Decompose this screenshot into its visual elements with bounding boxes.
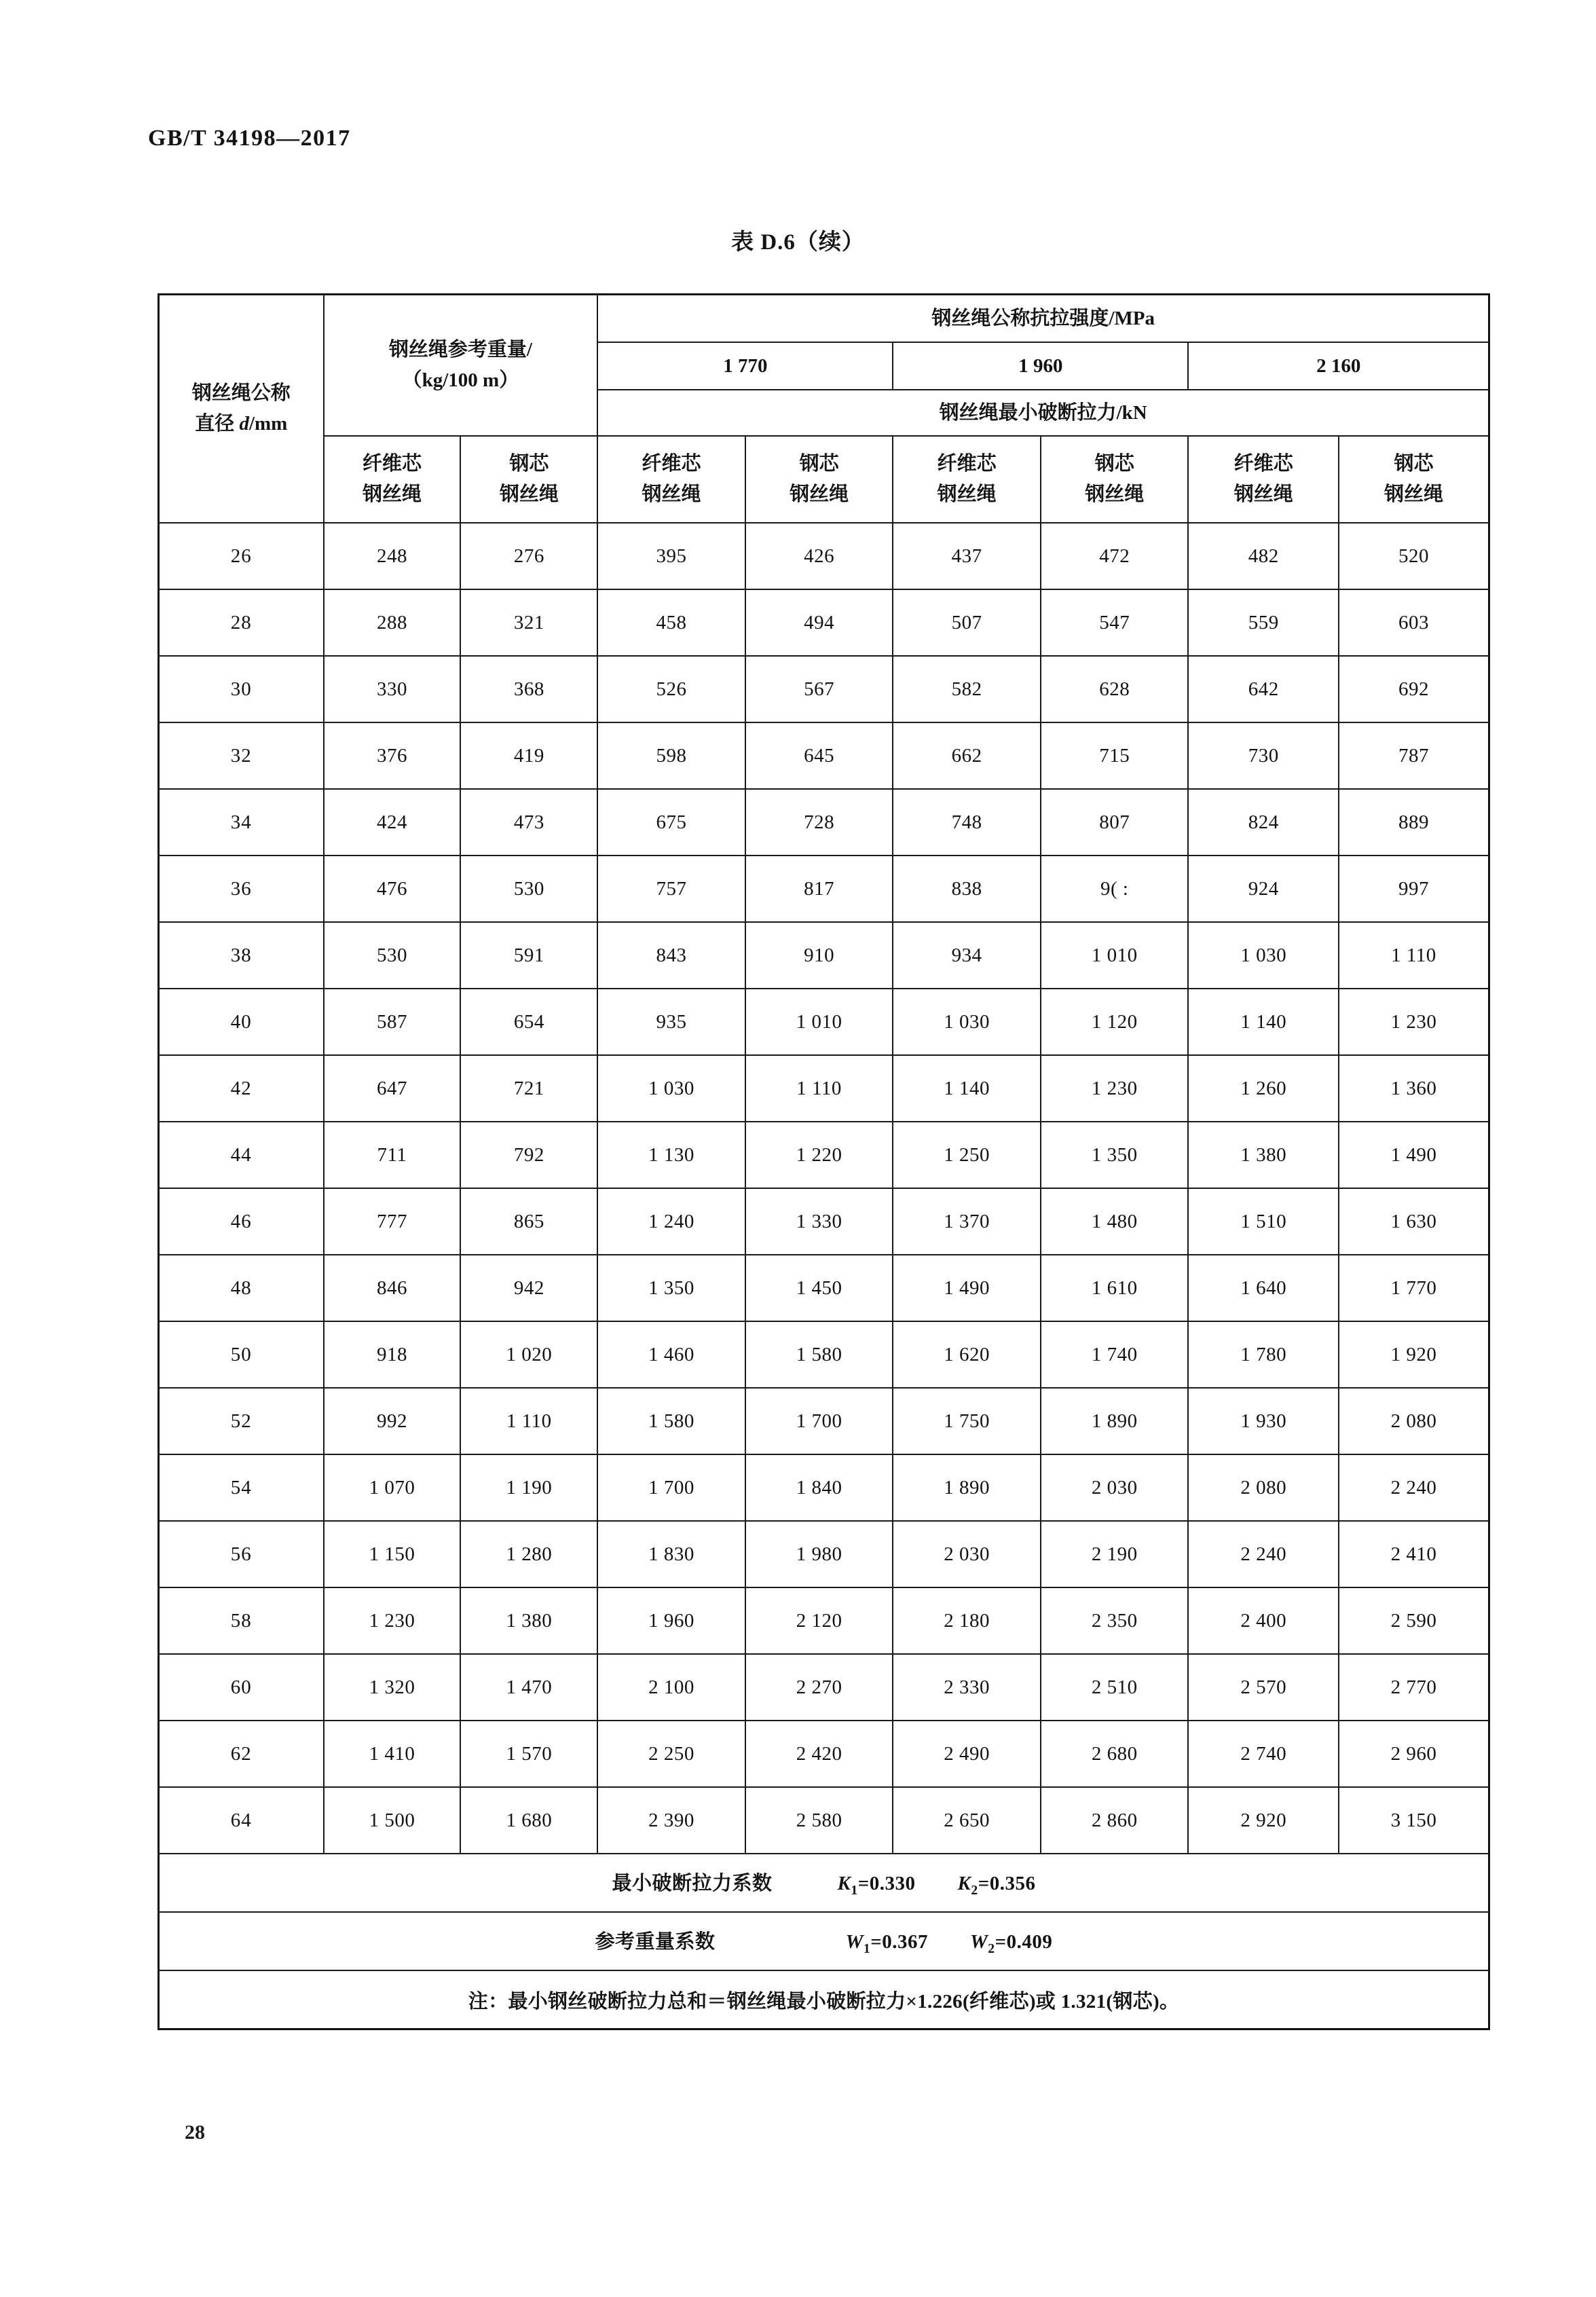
reference-weight-coefficient-cell xyxy=(159,1912,1489,1970)
table-cell: 1 700 xyxy=(745,1388,893,1454)
breaking-coeff-label: 最小破断拉力系数 xyxy=(612,1872,773,1894)
table-cell: 1 350 xyxy=(1041,1122,1189,1188)
table-cell: 424 xyxy=(324,789,461,856)
core-steel-label-2: 钢丝绳 xyxy=(1384,483,1443,505)
table-cell: 526 xyxy=(597,656,745,722)
header-1770-steel-core xyxy=(745,436,893,523)
table-cell: 817 xyxy=(745,856,893,922)
cell-nominal-diameter: 30 xyxy=(159,656,324,722)
table-cell: 1 010 xyxy=(745,989,893,1055)
table-cell: 662 xyxy=(893,722,1041,789)
table-cell: 1 490 xyxy=(1339,1122,1489,1188)
table-cell: 675 xyxy=(597,789,745,856)
table-cell: 1 830 xyxy=(597,1521,745,1587)
table-cell: 2 080 xyxy=(1339,1388,1489,1454)
table-header xyxy=(159,295,1489,523)
table-cell: 473 xyxy=(460,789,597,856)
cell-nominal-diameter: 44 xyxy=(159,1122,324,1188)
cell-nominal-diameter: 52 xyxy=(159,1388,324,1454)
table-cell: 757 xyxy=(597,856,745,922)
table-cell: 2 080 xyxy=(1188,1454,1338,1521)
header-weight-line2: （kg/100 m） xyxy=(402,369,519,391)
header-nominal-diameter xyxy=(159,295,324,523)
core-steel-label-2: 钢丝绳 xyxy=(499,483,559,505)
table-cell: 2 680 xyxy=(1041,1721,1189,1787)
table-footer xyxy=(159,1854,1489,2029)
table-cell: 1 110 xyxy=(1339,922,1489,989)
table-cell: 1 320 xyxy=(324,1654,461,1721)
header-row-4 xyxy=(159,436,1489,523)
table-row xyxy=(159,656,1489,722)
table-row xyxy=(159,1721,1489,1787)
table-cell: 843 xyxy=(597,922,745,989)
table-cell: 419 xyxy=(460,722,597,789)
table-row xyxy=(159,1787,1489,1854)
cell-nominal-diameter: 34 xyxy=(159,789,324,856)
table-cell: 918 xyxy=(324,1321,461,1388)
table-cell: 582 xyxy=(893,656,1041,722)
header-weight-fiber-core xyxy=(324,436,461,523)
table-cell: 1 280 xyxy=(460,1521,597,1587)
table-cell: 1 740 xyxy=(1041,1321,1189,1388)
core-steel-label-2: 钢丝绳 xyxy=(1085,483,1145,505)
cell-nominal-diameter: 48 xyxy=(159,1255,324,1321)
cell-nominal-diameter: 54 xyxy=(159,1454,324,1521)
table-cell: 628 xyxy=(1041,656,1189,722)
table-cell: 1 750 xyxy=(893,1388,1041,1454)
core-steel-label-1: 钢芯 xyxy=(1394,453,1434,475)
table-cell: 1 030 xyxy=(893,989,1041,1055)
table-cell: 792 xyxy=(460,1122,597,1188)
table-row xyxy=(159,1188,1489,1255)
header-row-1 xyxy=(159,295,1489,343)
table-cell: 2 490 xyxy=(893,1721,1041,1787)
header-reference-weight xyxy=(324,295,598,437)
table-cell: 1 330 xyxy=(745,1188,893,1255)
core-steel-label-2: 钢丝绳 xyxy=(790,483,849,505)
table-cell: 591 xyxy=(460,922,597,989)
cell-nominal-diameter: 26 xyxy=(159,523,324,589)
cell-nominal-diameter: 40 xyxy=(159,989,324,1055)
table-cell: 715 xyxy=(1041,722,1189,789)
page-number: 28 xyxy=(185,2121,205,2144)
table-cell: 1 010 xyxy=(1041,922,1189,989)
header-1960-fiber-core xyxy=(893,436,1041,523)
table-cell: 1 140 xyxy=(893,1055,1041,1122)
coefficient-k2-symbol: K xyxy=(957,1872,971,1894)
table-cell: 777 xyxy=(324,1188,461,1255)
table-cell: 1 630 xyxy=(1339,1188,1489,1255)
table-cell: 2 960 xyxy=(1339,1721,1489,1787)
table-cell: 1 460 xyxy=(597,1321,745,1388)
table-cell: 603 xyxy=(1339,589,1489,656)
core-fiber-label-2: 钢丝绳 xyxy=(937,483,997,505)
cell-nominal-diameter: 58 xyxy=(159,1587,324,1654)
table-cell: 2 590 xyxy=(1339,1587,1489,1654)
table-cell: 924 xyxy=(1188,856,1338,922)
coefficient-w1-symbol: W xyxy=(845,1930,864,1953)
table-cell: 2 190 xyxy=(1041,1521,1189,1587)
table-cell: 1 960 xyxy=(597,1587,745,1654)
header-nominal-tensile-strength: 钢丝绳公称抗拉强度/MPa xyxy=(597,295,1489,343)
table-cell: 598 xyxy=(597,722,745,789)
table-cell: 1 980 xyxy=(745,1521,893,1587)
table-cell: 1 070 xyxy=(324,1454,461,1521)
table-cell: 1 130 xyxy=(597,1122,745,1188)
table-cell: 1 920 xyxy=(1339,1321,1489,1388)
table-cell: 997 xyxy=(1339,856,1489,922)
table-cell: 910 xyxy=(745,922,893,989)
coefficient-k2-value: =0.356 xyxy=(978,1872,1036,1894)
cell-nominal-diameter: 36 xyxy=(159,856,324,922)
table-cell: 530 xyxy=(460,856,597,922)
table-row xyxy=(159,1654,1489,1721)
core-fiber-label-2: 钢丝绳 xyxy=(362,483,422,505)
table-cell: 1 890 xyxy=(893,1454,1041,1521)
cell-nominal-diameter: 28 xyxy=(159,589,324,656)
table-cell: 530 xyxy=(324,922,461,989)
table-cell: 1 350 xyxy=(597,1255,745,1321)
coefficient-w1-subscript: 1 xyxy=(863,1941,871,1956)
table-cell: 1 700 xyxy=(597,1454,745,1521)
table-row xyxy=(159,1454,1489,1521)
wire-rope-spec-table xyxy=(157,293,1490,2030)
table-cell: 1 620 xyxy=(893,1321,1041,1388)
table-cell: 654 xyxy=(460,989,597,1055)
table-cell: 2 580 xyxy=(745,1787,893,1854)
table-cell: 807 xyxy=(1041,789,1189,856)
table-caption: 表 D.6（续） xyxy=(731,230,865,255)
table-cell: 2 740 xyxy=(1188,1721,1338,1787)
table-cell: 476 xyxy=(324,856,461,922)
table-cell: 935 xyxy=(597,989,745,1055)
cell-nominal-diameter: 64 xyxy=(159,1787,324,1854)
breaking-force-coefficient-cell xyxy=(159,1854,1489,1912)
header-2160-steel-core xyxy=(1339,436,1489,523)
coefficient-k2-subscript: 2 xyxy=(971,1882,978,1898)
cell-nominal-diameter: 38 xyxy=(159,922,324,989)
table-row xyxy=(159,1321,1489,1388)
table-cell: 1 030 xyxy=(597,1055,745,1122)
table-row xyxy=(159,1122,1489,1188)
table-cell: 1 230 xyxy=(324,1587,461,1654)
table-cell: 1 930 xyxy=(1188,1388,1338,1454)
header-diameter-symbol: d xyxy=(239,413,249,435)
table-cell: 2 420 xyxy=(745,1721,893,1787)
table-cell: 2 120 xyxy=(745,1587,893,1654)
table-cell: 728 xyxy=(745,789,893,856)
table-row xyxy=(159,989,1489,1055)
table-body xyxy=(159,523,1489,1854)
header-diameter-line2-post: /mm xyxy=(248,413,288,435)
table-cell: 2 350 xyxy=(1041,1587,1189,1654)
table-cell: 824 xyxy=(1188,789,1338,856)
table-cell: 1 020 xyxy=(460,1321,597,1388)
table-cell: 1 580 xyxy=(597,1388,745,1454)
table-cell: 520 xyxy=(1339,523,1489,589)
table-cell: 642 xyxy=(1188,656,1338,722)
coefficient-k1-subscript: 1 xyxy=(851,1882,858,1898)
table-note: 注：最小钢丝破断拉力总和＝钢丝绳最小破断拉力×1.226(纤维芯)或 1.321(钢芯)。 xyxy=(159,1970,1489,2029)
table-row xyxy=(159,856,1489,922)
table-cell: 1 490 xyxy=(893,1255,1041,1321)
cell-nominal-diameter: 62 xyxy=(159,1721,324,1787)
header-diameter-line1: 钢丝绳公称 xyxy=(191,382,291,405)
table-cell: 787 xyxy=(1339,722,1489,789)
table-cell: 1 780 xyxy=(1188,1321,1338,1388)
coefficient-w2-symbol: W xyxy=(970,1930,988,1953)
table-cell: 559 xyxy=(1188,589,1338,656)
table-cell: 587 xyxy=(324,989,461,1055)
header-min-breaking-force: 钢丝绳最小破断拉力/kN xyxy=(597,390,1489,436)
table-cell: 2 030 xyxy=(1041,1454,1189,1521)
table-cell: 507 xyxy=(893,589,1041,656)
table-cell: 748 xyxy=(893,789,1041,856)
table-cell: 1 840 xyxy=(745,1454,893,1521)
table-cell: 2 330 xyxy=(893,1654,1041,1721)
header-1960-steel-core xyxy=(1041,436,1189,523)
table-cell: 567 xyxy=(745,656,893,722)
table-cell: 2 770 xyxy=(1339,1654,1489,1721)
table-cell: 2 030 xyxy=(893,1521,1041,1587)
table-row xyxy=(159,1388,1489,1454)
table-cell: 1 770 xyxy=(1339,1255,1489,1321)
table-cell: 472 xyxy=(1041,523,1189,589)
table-cell: 395 xyxy=(597,523,745,589)
table-cell: 321 xyxy=(460,589,597,656)
table-cell: 1 570 xyxy=(460,1721,597,1787)
header-2160-fiber-core xyxy=(1188,436,1338,523)
table-row xyxy=(159,1521,1489,1587)
table-cell: 2 250 xyxy=(597,1721,745,1787)
table-cell: 2 860 xyxy=(1041,1787,1189,1854)
table-cell: 1 150 xyxy=(324,1521,461,1587)
table-cell: 692 xyxy=(1339,656,1489,722)
core-fiber-label-1: 纤维芯 xyxy=(937,453,997,475)
table-cell: 482 xyxy=(1188,523,1338,589)
standard-code-header: GB/T 34198—2017 xyxy=(148,126,351,151)
core-fiber-label-1: 纤维芯 xyxy=(642,453,701,475)
table-cell: 934 xyxy=(893,922,1041,989)
table-cell: 1 500 xyxy=(324,1787,461,1854)
table-cell: 2 270 xyxy=(745,1654,893,1721)
table-cell: 1 360 xyxy=(1339,1055,1489,1122)
header-diameter-line2-pre: 直径 xyxy=(195,413,240,435)
table-cell: 2 650 xyxy=(893,1787,1041,1854)
table-cell: 368 xyxy=(460,656,597,722)
table-cell: 846 xyxy=(324,1255,461,1321)
table-cell: 711 xyxy=(324,1122,461,1188)
table-cell: 992 xyxy=(324,1388,461,1454)
header-weight-steel-core xyxy=(460,436,597,523)
table-cell: 1 230 xyxy=(1041,1055,1189,1122)
table-cell: 1 110 xyxy=(745,1055,893,1122)
table-cell: 645 xyxy=(745,722,893,789)
table-cell: 2 180 xyxy=(893,1587,1041,1654)
table-cell: 1 250 xyxy=(893,1122,1041,1188)
cell-nominal-diameter: 42 xyxy=(159,1055,324,1122)
table-cell: 1 410 xyxy=(324,1721,461,1787)
table-row xyxy=(159,1587,1489,1654)
table-cell: 1 220 xyxy=(745,1122,893,1188)
table-cell: 1 610 xyxy=(1041,1255,1189,1321)
core-fiber-label-2: 钢丝绳 xyxy=(1233,483,1293,505)
cell-nominal-diameter: 50 xyxy=(159,1321,324,1388)
table-row xyxy=(159,789,1489,856)
table-cell: 889 xyxy=(1339,789,1489,856)
coefficient-w2-value: =0.409 xyxy=(995,1930,1053,1953)
table-cell: 1 260 xyxy=(1188,1055,1338,1122)
table-cell: 330 xyxy=(324,656,461,722)
table-cell: 1 370 xyxy=(893,1188,1041,1255)
table-row xyxy=(159,1255,1489,1321)
table-cell: 376 xyxy=(324,722,461,789)
table-cell: 458 xyxy=(597,589,745,656)
table-cell: 1 640 xyxy=(1188,1255,1338,1321)
table-cell: 942 xyxy=(460,1255,597,1321)
core-steel-label-1: 钢芯 xyxy=(1094,453,1134,475)
table-row xyxy=(159,922,1489,989)
table-cell: 248 xyxy=(324,523,461,589)
table-cell: 1 110 xyxy=(460,1388,597,1454)
table-cell: 1 190 xyxy=(460,1454,597,1521)
coefficient-k1-value: =0.330 xyxy=(857,1872,916,1894)
core-steel-label-1: 钢芯 xyxy=(799,453,839,475)
table-cell: 288 xyxy=(324,589,461,656)
table-cell: 494 xyxy=(745,589,893,656)
weight-coeff-label: 参考重量系数 xyxy=(595,1930,716,1953)
table-row xyxy=(159,722,1489,789)
footer-row-breaking-coefficient xyxy=(159,1854,1489,1912)
table-cell: 1 890 xyxy=(1041,1388,1189,1454)
table-cell: 1 450 xyxy=(745,1255,893,1321)
table-cell: 1 380 xyxy=(460,1587,597,1654)
table-cell: 865 xyxy=(460,1188,597,1255)
header-weight-line1: 钢丝绳参考重量/ xyxy=(388,339,532,361)
table-cell: 1 480 xyxy=(1041,1188,1189,1255)
table-cell: 1 580 xyxy=(745,1321,893,1388)
table-cell: 2 570 xyxy=(1188,1654,1338,1721)
coefficient-k1-symbol: K xyxy=(837,1872,851,1894)
table-row xyxy=(159,589,1489,656)
table-row xyxy=(159,523,1489,589)
table-cell: 2 240 xyxy=(1188,1521,1338,1587)
table-cell: 2 510 xyxy=(1041,1654,1189,1721)
footer-row-weight-coefficient xyxy=(159,1912,1489,1970)
footer-row-note xyxy=(159,1970,1489,2029)
header-1770-fiber-core xyxy=(597,436,745,523)
table-cell: 2 100 xyxy=(597,1654,745,1721)
header-strength-2160: 2 160 xyxy=(1188,342,1489,390)
table-cell: 2 400 xyxy=(1188,1587,1338,1654)
coefficient-w2-subscript: 2 xyxy=(988,1941,995,1956)
table-cell: 426 xyxy=(745,523,893,589)
table-cell: 1 140 xyxy=(1188,989,1338,1055)
table-cell: 2 390 xyxy=(597,1787,745,1854)
table-cell: 1 240 xyxy=(597,1188,745,1255)
header-strength-1770: 1 770 xyxy=(597,342,893,390)
table-cell: 1 470 xyxy=(460,1654,597,1721)
core-fiber-label-2: 钢丝绳 xyxy=(642,483,701,505)
table-row xyxy=(159,1055,1489,1122)
table-cell: 647 xyxy=(324,1055,461,1122)
table-cell: 2 240 xyxy=(1339,1454,1489,1521)
table-cell: 721 xyxy=(460,1055,597,1122)
table-cell: 9( : xyxy=(1041,856,1189,922)
table-cell: 1 510 xyxy=(1188,1188,1338,1255)
table-cell: 2 410 xyxy=(1339,1521,1489,1587)
table-cell: 1 230 xyxy=(1339,989,1489,1055)
table-cell: 437 xyxy=(893,523,1041,589)
header-strength-1960: 1 960 xyxy=(893,342,1188,390)
table-cell: 276 xyxy=(460,523,597,589)
table-cell: 730 xyxy=(1188,722,1338,789)
table-container xyxy=(157,293,1490,2030)
core-fiber-label-1: 纤维芯 xyxy=(362,453,422,475)
table-cell: 2 920 xyxy=(1188,1787,1338,1854)
coefficient-w1-value: =0.367 xyxy=(870,1930,928,1953)
core-steel-label-1: 钢芯 xyxy=(509,453,549,475)
cell-nominal-diameter: 60 xyxy=(159,1654,324,1721)
cell-nominal-diameter: 32 xyxy=(159,722,324,789)
core-fiber-label-1: 纤维芯 xyxy=(1233,453,1293,475)
cell-nominal-diameter: 56 xyxy=(159,1521,324,1587)
table-cell: 838 xyxy=(893,856,1041,922)
table-cell: 1 120 xyxy=(1041,989,1189,1055)
cell-nominal-diameter: 46 xyxy=(159,1188,324,1255)
table-cell: 547 xyxy=(1041,589,1189,656)
table-cell: 1 380 xyxy=(1188,1122,1338,1188)
table-cell: 1 030 xyxy=(1188,922,1338,989)
table-cell: 1 680 xyxy=(460,1787,597,1854)
table-cell: 3 150 xyxy=(1339,1787,1489,1854)
